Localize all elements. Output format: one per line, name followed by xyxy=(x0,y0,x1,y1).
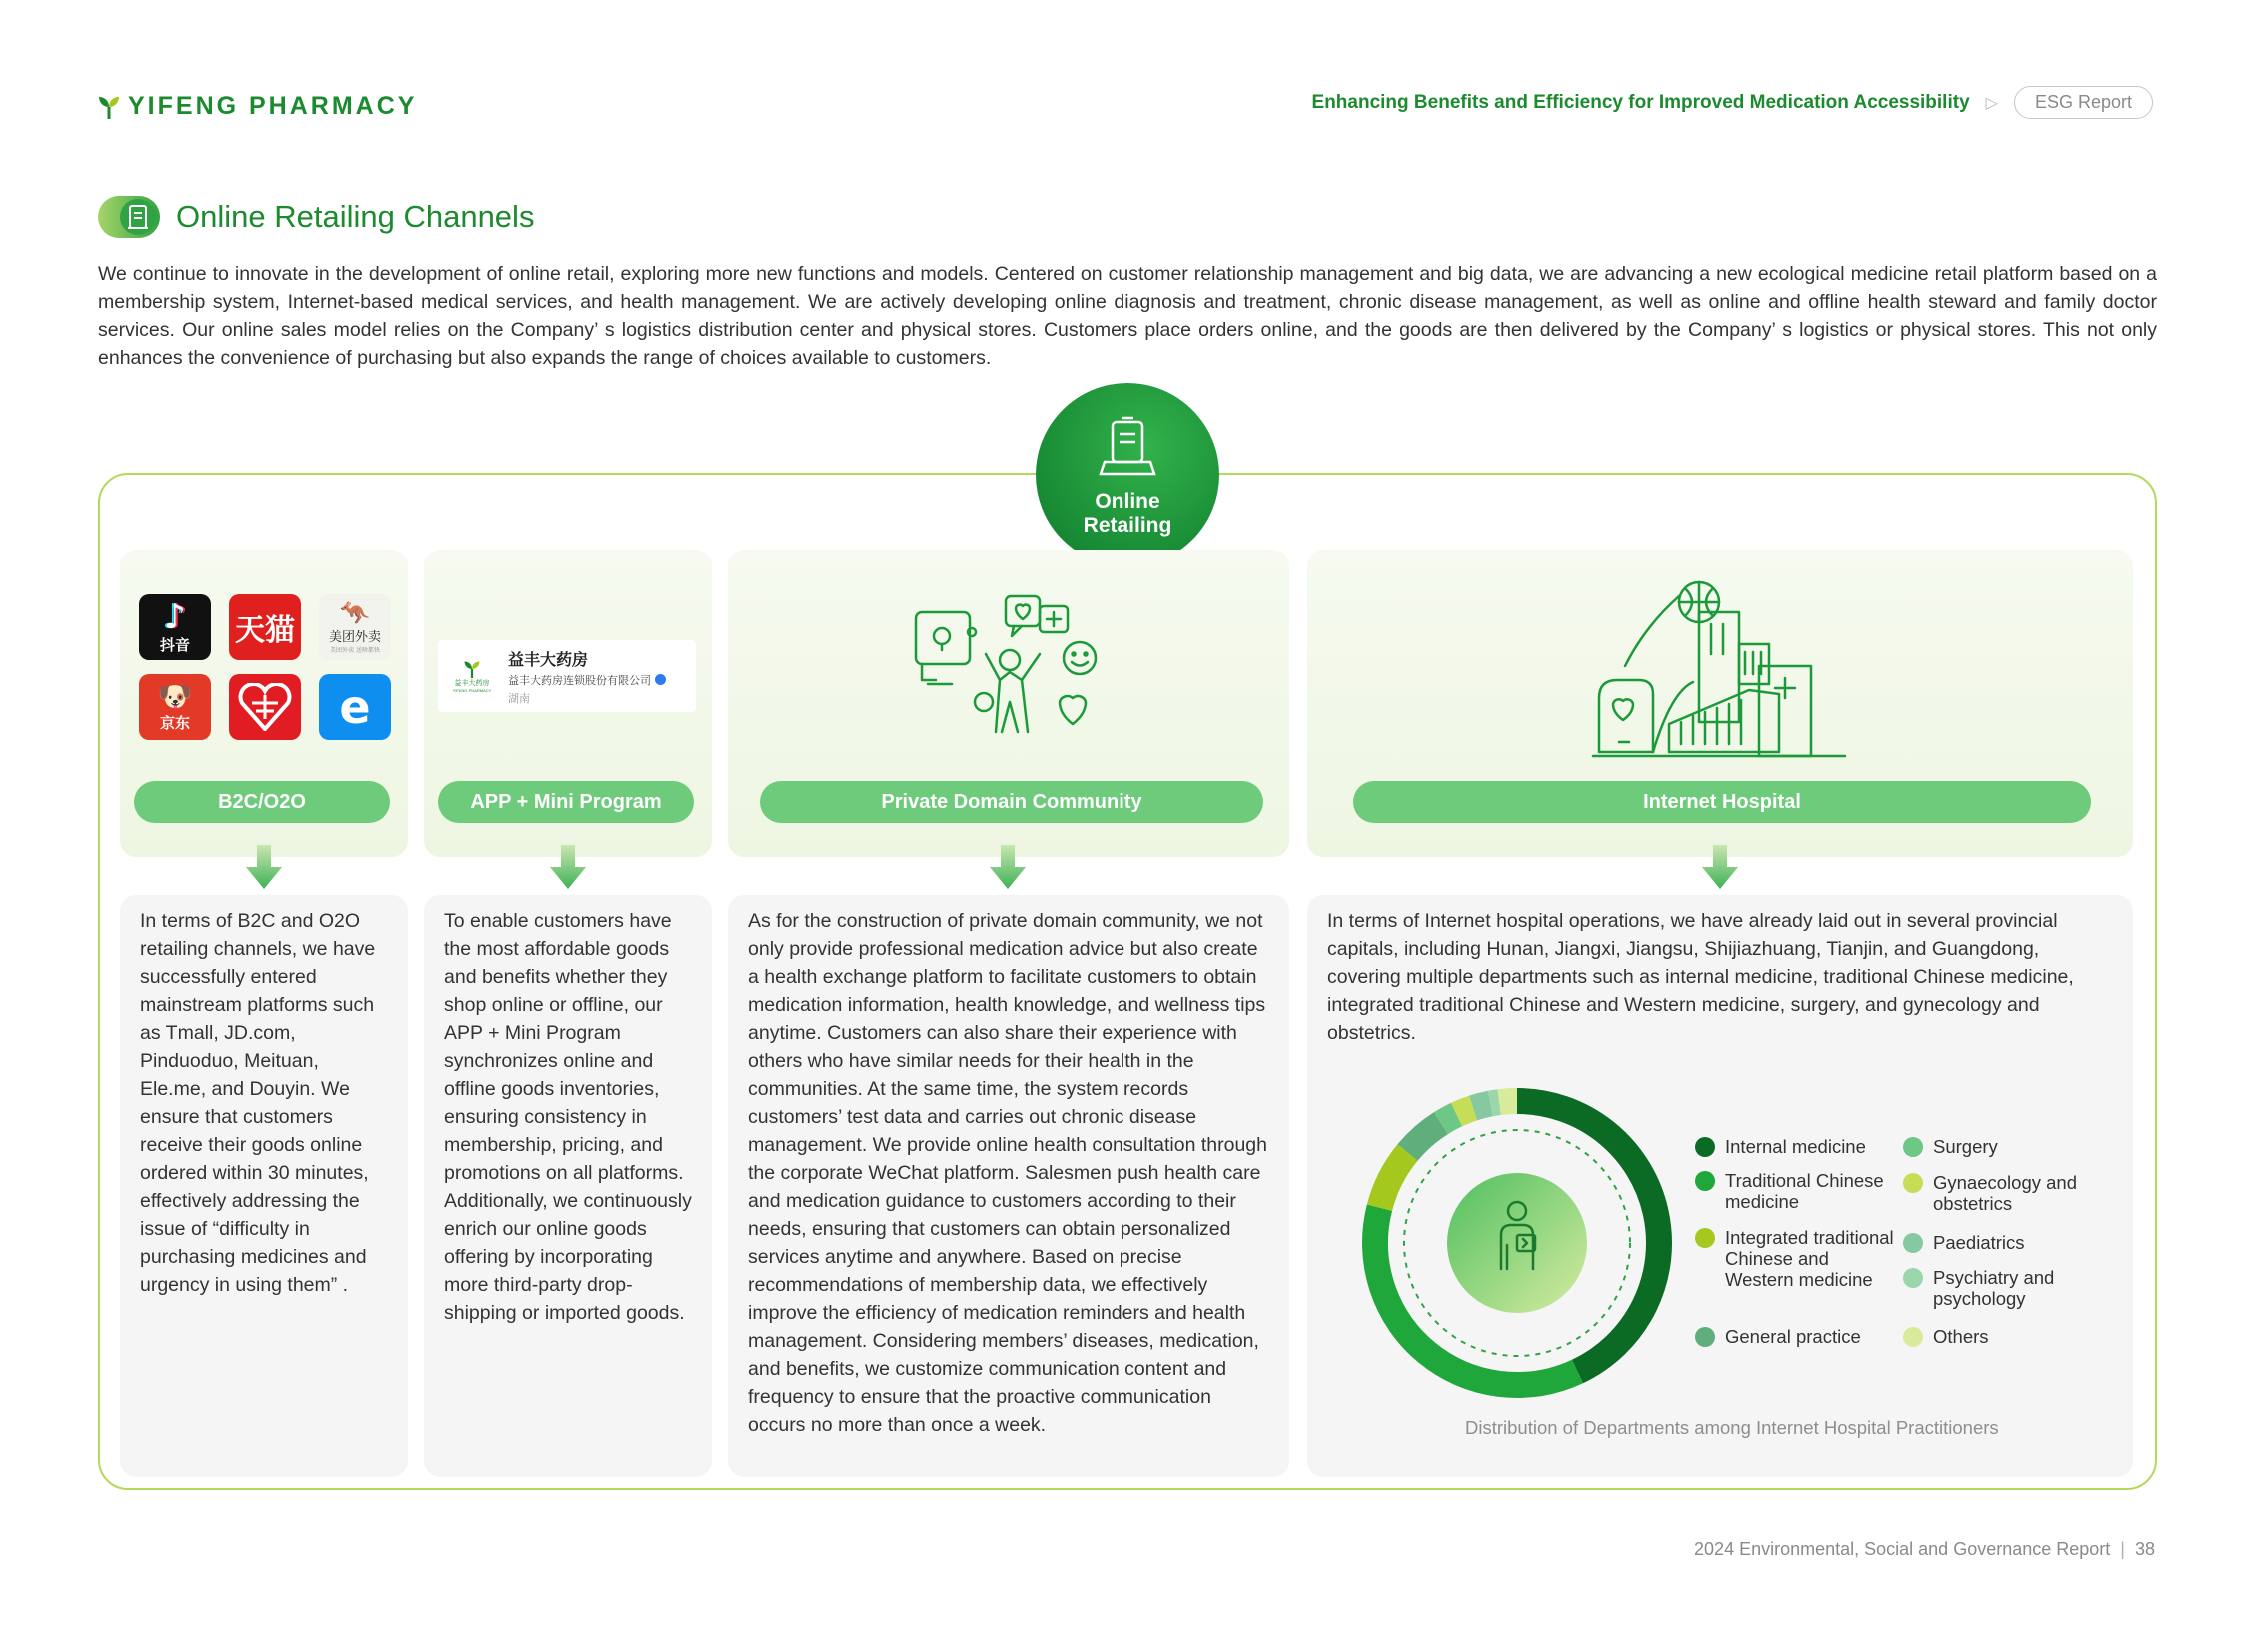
legend-swatch xyxy=(1903,1233,1923,1253)
mini-program-company: 益丰大药房连锁股份有限公司 xyxy=(508,673,651,687)
internet-hospital-label: Internet Hospital xyxy=(1353,781,2091,823)
donut-slice-psychiatry-and-psychology xyxy=(1490,1102,1499,1103)
private-domain-community-description: As for the construction of private domain community, we not only provide professional medication advice but also create a health exchange platform to facilitate customers to obtain medication information, health knowledge, and wellness tips anytime. Customers can also share their experience with others who have similar needs for their health in the communities. At the same time, the system records customers’ test data and carries out chronic disease management. We provide online health consultation through the corporate WeChat platform. Salesmen push health care and medication guidance to customers according to their needs, ensuring that customers can obtain personalized services anytime and anywhere. Based on precise recommendations of membership data, we effectively improve the efficiency of medication reminders and health management. Considering members’ diseases, medication, and benefits, we customize communication content and frequency to ensure that the proactive communication occurs no more than once a week. xyxy=(728,895,1289,1477)
jd-logo: 🐶 京东 xyxy=(139,674,211,740)
pinduoduo-logo xyxy=(229,674,301,740)
verified-icon xyxy=(655,674,666,685)
legend-swatch xyxy=(1695,1137,1715,1157)
legend-gynaecology-obstetrics: Gynaecology and obstetrics xyxy=(1903,1172,2103,1214)
hospital-building-icon xyxy=(1589,574,1849,764)
donut-slice-integrated-traditional-chinese-and-western-medicine xyxy=(1379,1152,1407,1207)
departments-donut-chart xyxy=(1357,1083,1677,1403)
legend-paediatrics: Paediatrics xyxy=(1903,1232,2025,1253)
mini-program-location: 湖南 xyxy=(508,691,530,705)
b2c-o2o-label: B2C/O2O xyxy=(134,781,390,823)
chapter-title[interactable]: Enhancing Benefits and Efficiency for Improved Medication Accessibility xyxy=(1311,91,1970,113)
down-arrow-icon xyxy=(1700,845,1740,889)
legend-swatch xyxy=(1903,1268,1923,1288)
community-chat-icon xyxy=(908,592,1108,742)
internet-hospital-description: In terms of Internet hospital operations, we have already laid out in several provincial capitals, including Hunan, Jiangxi, Jiangsu, Shijiazhuang, Tianjin, and Guangdong, covering multiple departments such as internal medicine, traditional Chinese medicine, integrated traditional Chinese and Western medicine, surgery, and gynecology and obstetrics. xyxy=(1327,910,2074,1044)
legend-psychiatry-psychology: Psychiatry and psychology xyxy=(1903,1267,2103,1309)
legend-internal-medicine: Internal medicine xyxy=(1695,1136,1866,1157)
clipboard-icon xyxy=(98,196,160,238)
mini-program-badge xyxy=(438,640,696,712)
legend-general-practice: General practice xyxy=(1695,1326,1861,1347)
douyin-logo: ♪ 抖音 xyxy=(139,594,211,660)
eleme-logo: e xyxy=(319,674,391,740)
donut-slice-others xyxy=(1499,1101,1517,1102)
chart-caption: Distribution of Departments among Internet Hospital Practitioners xyxy=(1465,1417,1999,1438)
report-name: 2024 Environmental, Social and Governance Report xyxy=(1694,1539,2111,1559)
footer-separator: | xyxy=(2120,1539,2125,1559)
donut-slice-surgery xyxy=(1441,1115,1457,1124)
down-arrow-icon xyxy=(988,845,1028,889)
legend-swatch xyxy=(1695,1327,1715,1347)
page-footer xyxy=(1694,1539,2155,1560)
legend-swatch xyxy=(1695,1171,1715,1191)
hub-label: Online Retailing xyxy=(1083,490,1172,537)
legend-swatch xyxy=(1903,1137,1923,1157)
phone-cart-icon xyxy=(1093,412,1162,482)
yifeng-mini-logo: 益丰大药房 YIFENG PHARMACY xyxy=(446,660,498,693)
section-intro: We continue to innovate in the development of online retail, exploring more new functions and models. Centered on customer relationship management and big data, we are advancing a new ecological medicine retail platform based on a membership system, Internet-based medical services, and health management. We are actively developing online diagnosis and treatment, chronic disease management, as well as online and offline health steward and family doctor services. Our online sales model relies on the Company’ s logistics distribution center and physical stores. Customers place orders online, and the goods are then delivered by the Company’ s logistics or physical stores. This not only enhances the convenience of purchasing but also expands the range of choices available to customers. xyxy=(98,263,2157,369)
donut-slice-gynaecology-and-obstetrics xyxy=(1457,1108,1474,1115)
logo-text: YIFENG PHARMACY xyxy=(128,92,418,120)
triangle-right-icon: ▷ xyxy=(1985,94,1998,112)
meituan-logo: 🦘 美团外卖 美团外卖 送啥都快 xyxy=(319,594,391,660)
legend-swatch xyxy=(1695,1228,1715,1248)
tmall-logo: 天猫 xyxy=(229,594,301,660)
app-mini-program-description: To enable customers have the most affordable goods and benefits whether they shop online or offline, our APP + Mini Program synchronizes online and offline goods inventories, ensuring consistency in membership, pricing, and promotions on all platforms. Additionally, we continuously enrich our online goods offering by incorporating more third-party drop-shipping or imported goods. xyxy=(424,895,712,1477)
esg-report-pill[interactable]: ESG Report xyxy=(2014,86,2153,119)
legend-others: Others xyxy=(1903,1326,1989,1347)
donut-slice-paediatrics xyxy=(1473,1104,1490,1108)
down-arrow-icon xyxy=(244,845,284,889)
app-mini-program-label: APP + Mini Program xyxy=(438,781,694,823)
section-title: Online Retailing Channels xyxy=(176,199,535,234)
legend-integrated-medicine: Integrated traditional Chinese and Western medicine xyxy=(1695,1227,1895,1290)
donut-slice-general-practice xyxy=(1408,1123,1441,1152)
company-logo xyxy=(98,92,417,121)
b2c-o2o-description: In terms of B2C and O2O retailing channels, we have successfully entered mainstream platforms such as Tmall, JD.com, Pinduoduo, Meituan, Ele.me, and Douyin. We ensure that customers receive their goods online ordered within 30 minutes, effectively addressing the issue of “difficulty in purchasing medicines and urgency in using them” . xyxy=(120,895,408,1477)
page-header-nav xyxy=(1312,86,2153,119)
legend-swatch xyxy=(1903,1327,1923,1347)
down-arrow-icon xyxy=(548,845,588,889)
legend-swatch xyxy=(1903,1173,1923,1193)
private-domain-community-label: Private Domain Community xyxy=(760,781,1263,823)
page-number: 38 xyxy=(2134,1539,2155,1559)
section-heading xyxy=(98,196,534,238)
logo-leaf-icon xyxy=(98,95,120,119)
mini-program-name: 益丰大药房 xyxy=(508,649,589,669)
legend-traditional-chinese-medicine: Traditional Chinese medicine xyxy=(1695,1170,1895,1212)
online-retailing-hub xyxy=(1036,383,1219,567)
legend-surgery: Surgery xyxy=(1903,1136,1998,1157)
